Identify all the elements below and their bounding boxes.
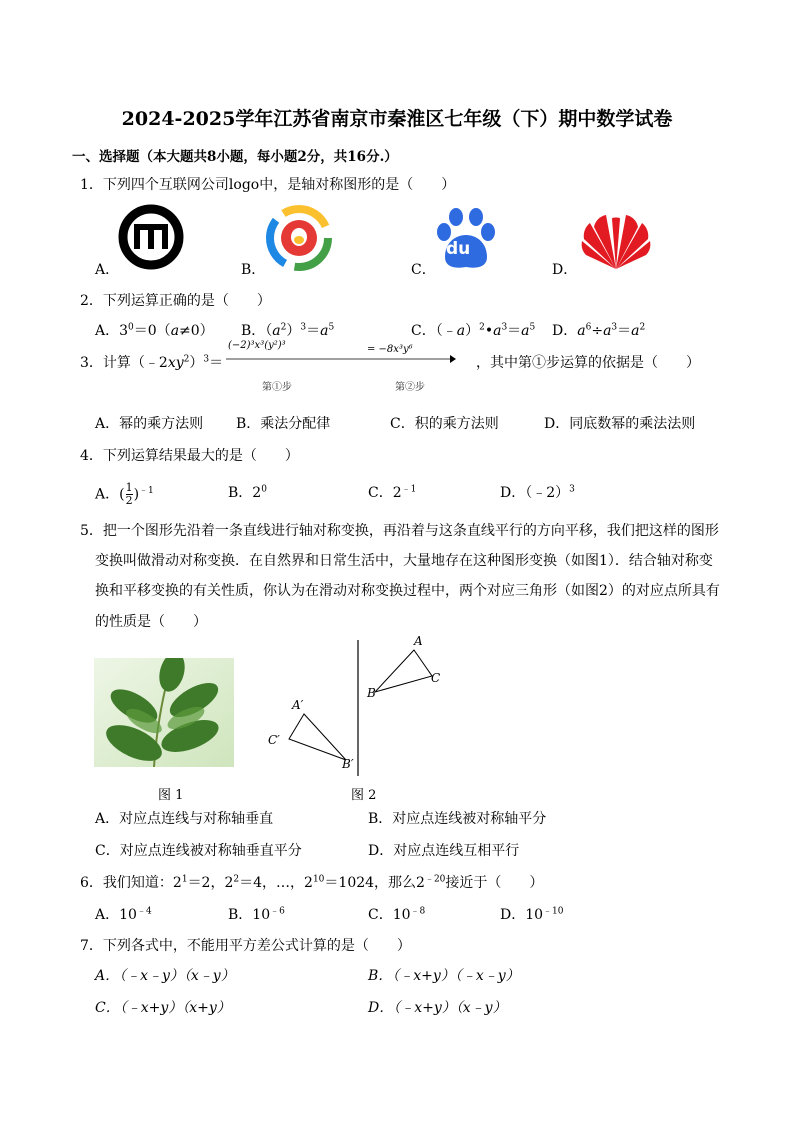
label-c: C	[431, 671, 441, 685]
q7-option-d: D．（﹣x+y）（x﹣y）	[368, 1000, 507, 1016]
label-a-prime: A′	[292, 698, 304, 712]
q1-stem: 1．下列四个互联网公司logo中，是轴对称图形的是（ ）	[80, 177, 456, 193]
q7-option-c: C．（﹣x+y）（x+y）	[95, 1000, 231, 1016]
q6-stem: 6．我们知道：$2^1=2$，$2^2=4$，…，$2^{10}=1024$，那么$2^{﹣20}$接近于（ ）	[80, 874, 544, 891]
label-c-prime: C′	[268, 733, 280, 747]
q3-option-a: A．幂的乘方法则	[95, 416, 204, 432]
q2-stem: 2．下列运算正确的是（ ）	[80, 293, 271, 309]
section-heading: 一、选择题（本大题共8小题，每小题2分，共16分.）	[72, 149, 398, 165]
logo-b-icon	[266, 205, 332, 271]
q1-option-d-label: D．	[552, 262, 578, 278]
q7-option-b: B．（﹣x+y）（﹣x﹣y）	[368, 968, 520, 984]
q7-stem: 7．下列各式中，不能用平方差公式计算的是（ ）	[80, 938, 411, 954]
q2-option-b: B．$(a^2)^3=a^5$	[241, 322, 335, 339]
label-b: B	[367, 686, 376, 700]
figure-2-caption: 图 2	[351, 788, 377, 803]
logo-c-icon	[433, 205, 499, 271]
q3-stem-tail: ，其中第①步运算的依据是（ ）	[476, 355, 700, 371]
q1-option-a-label: A．	[95, 262, 120, 278]
page-title: 2024-2025学年江苏省南京市秦淮区七年级（下）期中数学试卷	[121, 108, 673, 130]
q3-arrow	[226, 354, 456, 364]
q2-option-c: C．$(﹣a)^2•a^3=a^5$	[411, 322, 536, 339]
q1-option-c-label: C．	[411, 262, 436, 278]
q6-option-c: C．$10^{﹣8}$	[368, 906, 426, 923]
q5-line-1: 5．把一个图形先沿着一条直线进行轴对称变换，再沿着与这条直线平行的方向平移，我们把这样的图形	[80, 523, 719, 539]
label-a: A	[414, 634, 423, 648]
q3-option-c: C．积的乘方法则	[390, 416, 499, 432]
logo-a-icon	[117, 203, 185, 271]
q6-option-a: A．$10^{﹣4}$	[95, 906, 152, 923]
q4-option-c: C．$2^{﹣1}$	[368, 484, 417, 501]
q4-stem: 4．下列运算结果最大的是（ ）	[80, 448, 299, 464]
q4-option-b: B．$2^0$	[228, 484, 267, 501]
q3-stem: 3．计算$(﹣2xy^2)^3=$	[80, 354, 224, 371]
q2-option-a: A．$3^0=0(a\ne 0)$	[95, 322, 214, 339]
q5-option-a: A．对应点连线与对称轴垂直	[95, 811, 274, 827]
q4-option-a: A．( $\frac{1}{2}$ )$^{﹣1}$	[95, 481, 154, 507]
q7-option-a: A．（﹣x﹣y）（x﹣y）	[95, 968, 235, 984]
label-b-prime: B′	[342, 757, 354, 771]
triangle-figure	[262, 638, 452, 778]
q3-option-d: D．同底数幂的乘法法则	[544, 416, 696, 432]
q3-step2-expression: = −8x³y⁶	[367, 344, 413, 355]
q6-option-d: D．$10^{﹣10}$	[500, 906, 564, 923]
q4-option-d: D．（﹣2）$^3$	[500, 484, 575, 501]
q3-step2-label: 第②步	[395, 382, 425, 393]
q6-option-b: B．$10^{﹣6}$	[228, 906, 285, 923]
q5-option-d: D．对应点连线互相平行	[368, 843, 520, 859]
q5-line-3: 换和平移变换的有关性质，你认为在滑动对称变换过程中，两个对应三角形（如图2）的对应点所具有	[95, 583, 720, 599]
q3-option-b: B．乘法分配律	[236, 416, 331, 432]
q5-option-c: C．对应点连线被对称轴垂直平分	[95, 843, 302, 859]
q5-option-b: B．对应点连线被对称轴平分	[368, 811, 547, 827]
figure-1-caption: 图 1	[158, 788, 184, 803]
logo-d-icon	[576, 213, 656, 271]
logo-c-text: du	[446, 239, 471, 259]
q2-option-d: D．$a^6\div a^3=a^2$	[552, 322, 646, 339]
q5-line-4: 的性质是（ ）	[95, 614, 207, 630]
q3-step1-label: 第①步	[262, 382, 292, 393]
q3-step1-expression: (−2)³x³(y²)³	[228, 340, 286, 351]
leaf-photo	[94, 658, 234, 767]
q1-option-b-label: B．	[241, 262, 266, 278]
q5-line-2: 变换叫做滑动对称变换．在自然界和日常生活中，大量地存在这种图形变换（如图1）．结合轴对称变	[95, 553, 713, 569]
